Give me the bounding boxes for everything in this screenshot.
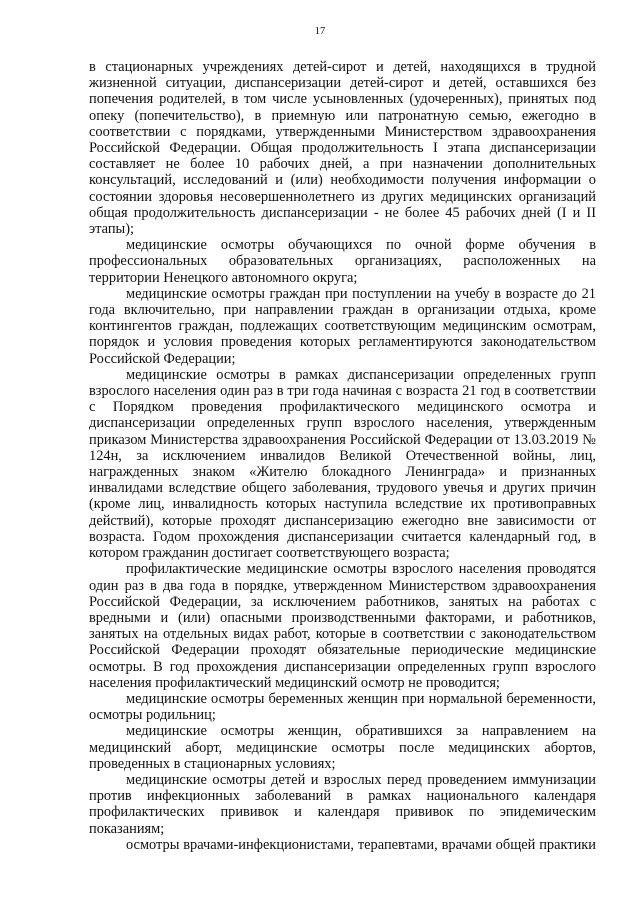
paragraph-pregnancy-exams: медицинские осмотры беременных женщин при нормальной беременности, осмотры родильниц; <box>89 690 596 724</box>
page-number: 17 <box>314 26 326 37</box>
paragraph-infectionist-exams: осмотры врачами-инфекционистами, терапевтами, врачами общей практики <box>126 836 596 853</box>
paragraph-adult-dispensarization: медицинские осмотры в рамках диспансеризации определенных групп взрослого населения один раз в три года начиная с возраста 21 год в соответствии с Порядком проведения профилактического медицинского осмотра и диспансеризации определенных групп взрослого населения, утвержденным приказом Министерства здравоохранения Российской Федерации от 13.03.2019 № 124н, за исключением инвалидов Великой Отечественной войны, лиц, награжденных знаком «Жителю блокадного Ленинграда» и признанных инвалидами вследствие общего заболевания, трудового увечья и других причин (кроме лиц, инвалидность которых наступила вследствие их противоправных действий), которые проходят диспансеризацию ежегодно вне зависимости от возраста. Годом прохождения диспансеризации считается календарный год, в котором гражданин достигает соответствующего возраста; <box>89 366 596 562</box>
document-body <box>89 59 596 853</box>
paragraph-admission-exams: медицинские осмотры граждан при поступлении на учебу в возрасте до 21 года включительно, при направлении граждан в организации отдыха, кроме контингентов граждан, подлежащих соответствующим медицинским осмотрам, порядок и условия проведения которых регламентируются законодательством Российской Федерации; <box>89 285 596 367</box>
paragraph-immunization-exams: медицинские осмотры детей и взрослых перед проведением иммунизации против инфекционных заболеваний в рамках национального календаря профилактических прививок и календаря прививок по эпидемическим показаниям; <box>89 771 596 837</box>
paragraph-students-exams: медицинские осмотры обучающихся по очной форме обучения в профессиональных образовательных организациях, расположенных на территории Ненецкого автономного округа; <box>89 237 596 286</box>
paragraph-preventive-exams: профилактические медицинские осмотры взрослого населения проводятся один раз в два года в порядке, утвержденном Министерством здравоохранения Российской Федерации, за исключением работников, занятых на работах с вредными и (или) опасными производственными факторами, и работников, занятых на отдельных видах работ, которые в соответствии с законодательством Российской Федерации проходят обязательные периодические медицинские осмотры. В год прохождения диспансеризации определенных групп взрослого населения профилактический медицинский осмотр не проводится; <box>89 561 596 691</box>
paragraph-orphans-dispensarization: в стационарных учреждениях детей-сирот и детей, находящихся в трудной жизненной ситуации, диспансеризации детей-сирот и детей, оставшихся без попечения родителей, в том числе усыновленных (удочеренных), принятых под опеку (попечительство), в приемную или патронатную семью, ежегодно в соответствии с порядками, утвержденными Министерством здравоохранения Российской Федерации. Общая продолжительность I этапа диспансеризации составляет не более 10 рабочих дней, а при назначении дополнительных консультаций, исследований и (или) необходимости получения информации о состоянии здоровья несовершеннолетнего из других медицинских организаций общая продолжительность диспансеризации - не более 45 рабочих дней (I и II этапы); <box>89 59 596 238</box>
paragraph-abortion-exams: медицинские осмотры женщин, обратившихся за направлением на медицинский аборт, медицинские осмотры после медицинских абортов, проведенных в стационарных условиях; <box>89 723 596 772</box>
